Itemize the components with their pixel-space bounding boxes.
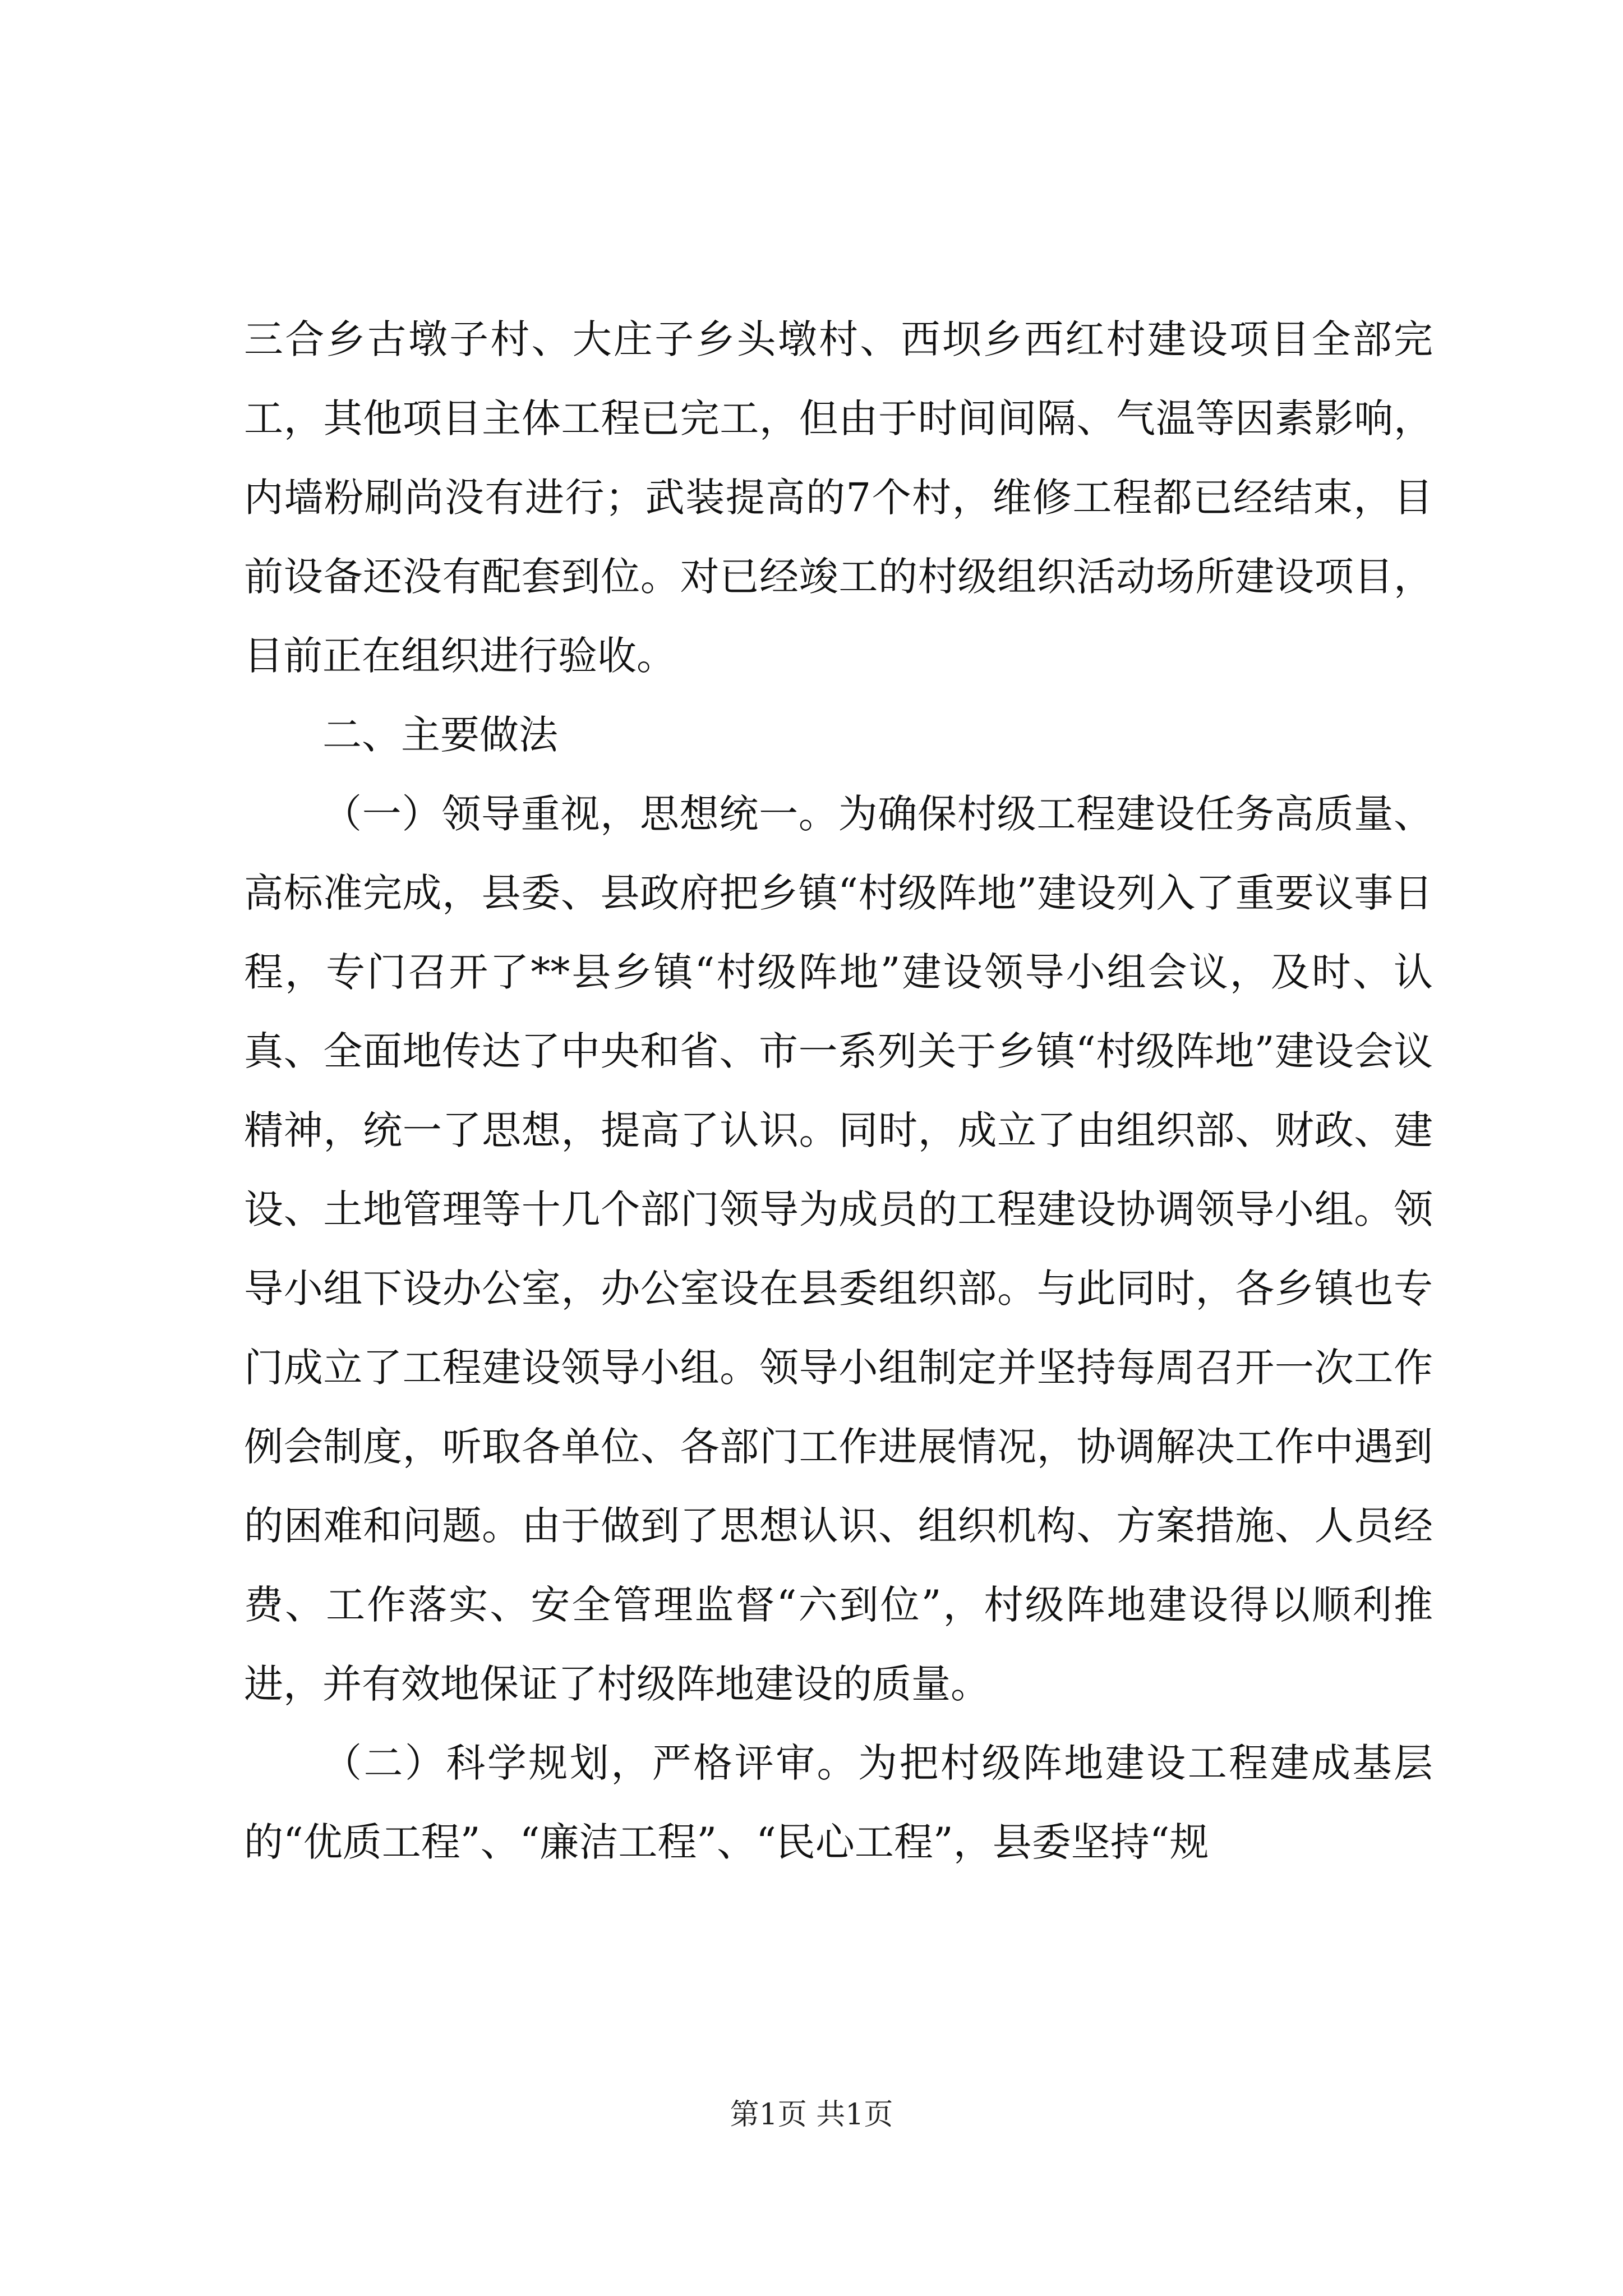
document-body: [244, 300, 1433, 1882]
paragraph-continuation: 三合乡古墩子村、大庄子乡头墩村、西坝乡西红村建设项目全部完工，其他项目主体工程已完工，但由于时间间隔、气温等因素影响，内墙粉刷尚没有进行；武装提高的7个村，维修工程都已经结束，目前设备还没有配套到位。对已经竣工的村级组织活动场所建设项目，目前正在组织进行验收。: [244, 316, 1433, 679]
page-footer: 第1页 共1页: [730, 2098, 893, 2132]
paragraph-leadership: （一）领导重视，思想统一。为确保村级工程建设任务高质量、高标准完成，县委、县政府把乡镇“村级阵地”建设列入了重要议事日程，专门召开了**县乡镇“村级阵地”建设领导小组会议，及时、认真、全面地传达了中央和省、市一系列关于乡镇“村级阵地”建设会议精神，统一了思想，提高了认识。同时，成立了由组织部、财政、建设、土地管理等十几个部门领导为成员的工程建设协调领导小组。领导小组下设办公室，办公室设在县委组织部。与此同时，各乡镇也专门成立了工程建设领导小组。领导小组制定并坚持每周召开一次工作例会制度，听取各单位、各部门工作进展情况，协调解决工作中遇到的困难和问题。由于做到了思想认识、组织机构、方案措施、人员经费、工作落实、安全管理监督“六到位”，村级阵地建设得以顺利推进，并有效地保证了村级阵地建设的质量。: [244, 791, 1433, 1707]
section-heading-main-practices: 二、主要做法: [322, 712, 558, 758]
paragraph-planning: （二）科学规划，严格评审。为把村级阵地建设工程建成基层的“优质工程”、“廉洁工程”、“民心工程”，县委坚持“规: [244, 1740, 1433, 1865]
